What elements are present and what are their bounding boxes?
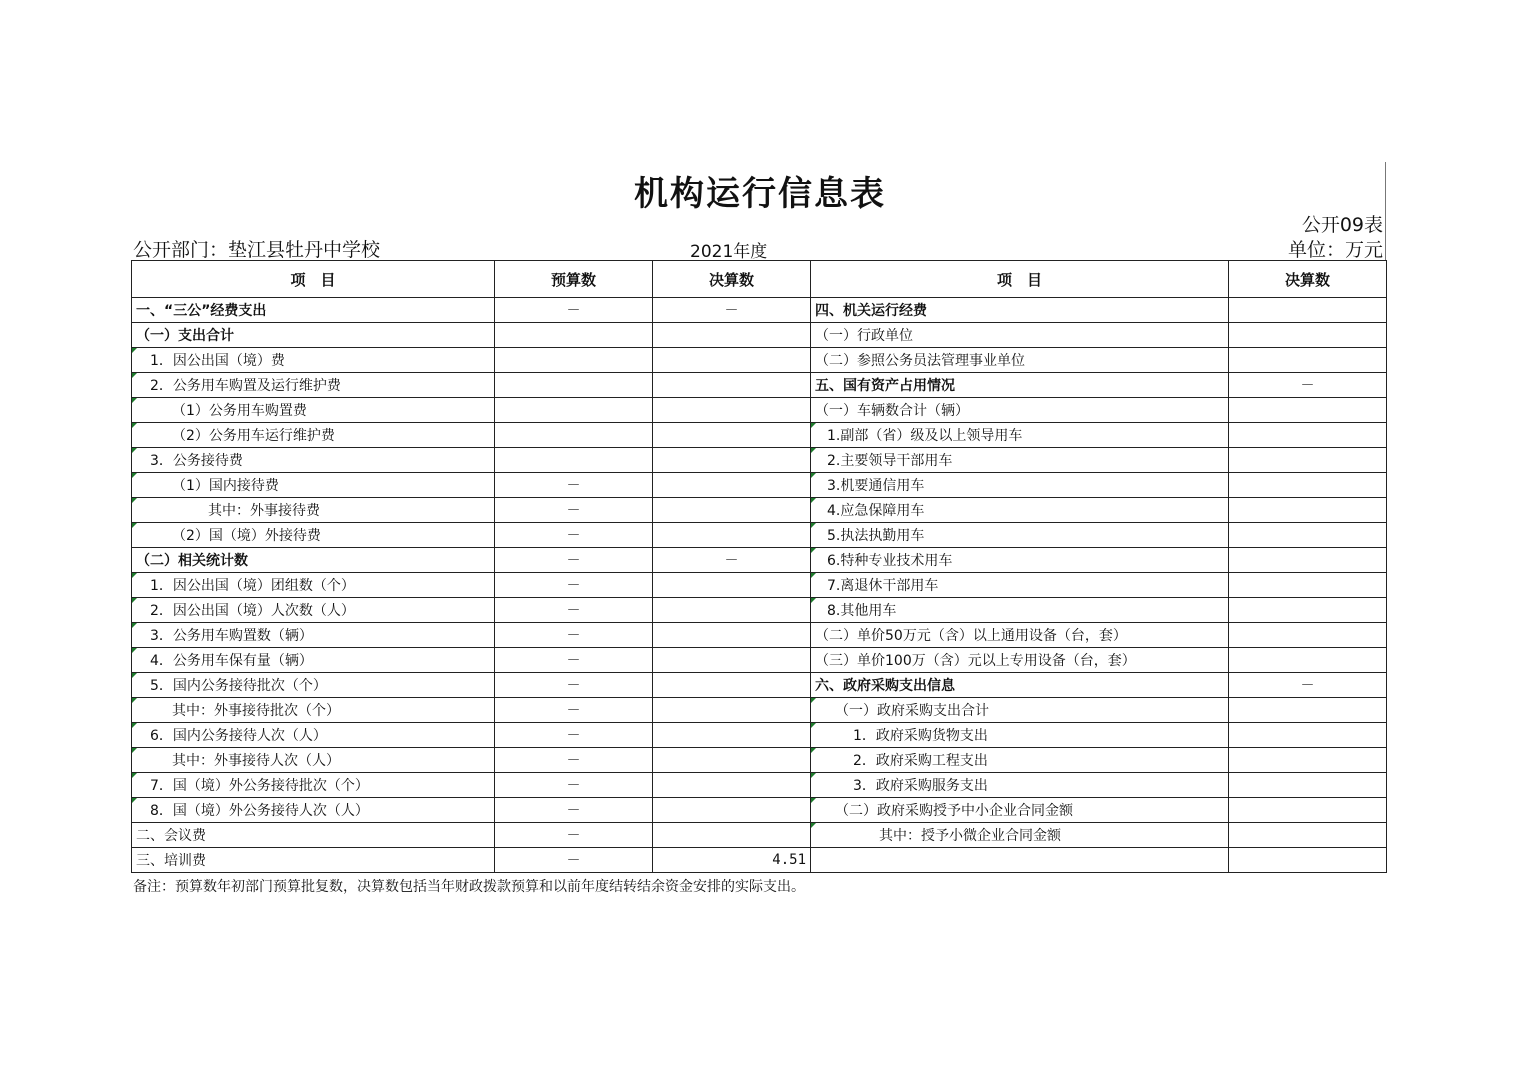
header-budget: 预算数 bbox=[495, 261, 653, 298]
row-final-right bbox=[1229, 423, 1387, 448]
footnote: 备注：预算数年初部门预算批复数，决算数包括当年财政拨款预算和以前年度结转结余资金安排的实际支出。 bbox=[133, 879, 805, 895]
table-row bbox=[132, 748, 1387, 773]
row-final-right bbox=[1229, 748, 1387, 773]
row-item-right: （二）参照公务员法管理事业单位 bbox=[811, 348, 1229, 373]
row-item-left: （一）支出合计 bbox=[132, 323, 495, 348]
row-final-right bbox=[1229, 398, 1387, 423]
row-budget: － bbox=[495, 498, 653, 523]
row-final-left bbox=[653, 373, 811, 398]
row-final-right bbox=[1229, 698, 1387, 723]
header-item-right: 项 目 bbox=[811, 261, 1229, 298]
row-final-right bbox=[1229, 848, 1387, 873]
row-final-left bbox=[653, 673, 811, 698]
row-item-left: 1．因公出国（境）团组数（个） bbox=[132, 573, 495, 598]
page-title: 机构运行信息表 bbox=[634, 174, 886, 214]
row-item-left: 二、会议费 bbox=[132, 823, 495, 848]
row-item-left: 其中：外事接待批次（个） bbox=[132, 698, 495, 723]
row-item-right: （三）单价100万（含）元以上专用设备（台，套） bbox=[811, 648, 1229, 673]
row-final-left bbox=[653, 323, 811, 348]
row-item-left: 2．因公出国（境）人次数（人） bbox=[132, 598, 495, 623]
row-final-left bbox=[653, 748, 811, 773]
table-row bbox=[132, 398, 1387, 423]
row-item-right: 五、国有资产占用情况 bbox=[811, 373, 1229, 398]
row-item-left: 8．国（境）外公务接待人次（人） bbox=[132, 798, 495, 823]
table-row bbox=[132, 473, 1387, 498]
table-row bbox=[132, 598, 1387, 623]
row-budget bbox=[495, 448, 653, 473]
row-budget: － bbox=[495, 798, 653, 823]
row-budget: － bbox=[495, 773, 653, 798]
row-budget bbox=[495, 398, 653, 423]
table-row bbox=[132, 573, 1387, 598]
row-budget bbox=[495, 348, 653, 373]
row-item-left: 6．国内公务接待人次（人） bbox=[132, 723, 495, 748]
row-budget: － bbox=[495, 673, 653, 698]
row-final-right: － bbox=[1229, 673, 1387, 698]
row-item-right: （一）车辆数合计（辆） bbox=[811, 398, 1229, 423]
row-budget: － bbox=[495, 698, 653, 723]
row-item-right: 5.执法执勤用车 bbox=[811, 523, 1229, 548]
row-item-right: （一）政府采购支出合计 bbox=[811, 698, 1229, 723]
row-item-left: （2）国（境）外接待费 bbox=[132, 523, 495, 548]
row-final-left bbox=[653, 798, 811, 823]
table-row bbox=[132, 373, 1387, 398]
row-item-right: 3．政府采购服务支出 bbox=[811, 773, 1229, 798]
row-final-right bbox=[1229, 348, 1387, 373]
row-budget bbox=[495, 373, 653, 398]
row-item-left: （1）公务用车购置费 bbox=[132, 398, 495, 423]
row-item-right bbox=[811, 848, 1229, 873]
row-final-right bbox=[1229, 548, 1387, 573]
row-budget: － bbox=[495, 573, 653, 598]
row-final-right bbox=[1229, 498, 1387, 523]
row-final-left bbox=[653, 473, 811, 498]
row-item-left: 一、“三公”经费支出 bbox=[132, 298, 495, 323]
table-row bbox=[132, 823, 1387, 848]
department-label: 公开部门：垫江县牡丹中学校 bbox=[133, 239, 381, 261]
table-row bbox=[132, 448, 1387, 473]
row-item-left: 其中：外事接待费 bbox=[132, 498, 495, 523]
row-final-right bbox=[1229, 823, 1387, 848]
table-row bbox=[132, 773, 1387, 798]
table-row bbox=[132, 323, 1387, 348]
row-item-left: （1）国内接待费 bbox=[132, 473, 495, 498]
row-item-left: 2．公务用车购置及运行维护费 bbox=[132, 373, 495, 398]
row-item-left: 4．公务用车保有量（辆） bbox=[132, 648, 495, 673]
table-row bbox=[132, 423, 1387, 448]
row-final-right bbox=[1229, 473, 1387, 498]
row-final-right bbox=[1229, 773, 1387, 798]
row-final-right bbox=[1229, 298, 1387, 323]
row-item-left: 三、培训费 bbox=[132, 848, 495, 873]
header-final-right: 决算数 bbox=[1229, 261, 1387, 298]
table-row bbox=[132, 623, 1387, 648]
table-row bbox=[132, 523, 1387, 548]
row-final-left bbox=[653, 348, 811, 373]
row-budget: － bbox=[495, 623, 653, 648]
table-header-row bbox=[132, 261, 1387, 298]
info-table bbox=[131, 260, 1387, 873]
row-budget: － bbox=[495, 523, 653, 548]
row-final-left bbox=[653, 723, 811, 748]
row-item-left: 7．国（境）外公务接待批次（个） bbox=[132, 773, 495, 798]
row-final-right bbox=[1229, 523, 1387, 548]
row-final-left bbox=[653, 523, 811, 548]
row-budget: － bbox=[495, 473, 653, 498]
row-item-right: 2.主要领导干部用车 bbox=[811, 448, 1229, 473]
row-item-right: 1.副部（省）级及以上领导用车 bbox=[811, 423, 1229, 448]
row-item-right: （二）政府采购授予中小企业合同金额 bbox=[811, 798, 1229, 823]
table-row bbox=[132, 548, 1387, 573]
row-item-left: 3．公务接待费 bbox=[132, 448, 495, 473]
row-budget: － bbox=[495, 548, 653, 573]
row-budget bbox=[495, 423, 653, 448]
row-budget: － bbox=[495, 823, 653, 848]
row-item-right: 6.特种专业技术用车 bbox=[811, 548, 1229, 573]
row-final-left bbox=[653, 423, 811, 448]
row-final-left bbox=[653, 573, 811, 598]
row-final-right: － bbox=[1229, 373, 1387, 398]
row-budget: － bbox=[495, 298, 653, 323]
row-budget: － bbox=[495, 748, 653, 773]
row-item-right: 六、政府采购支出信息 bbox=[811, 673, 1229, 698]
row-item-right: 2．政府采购工程支出 bbox=[811, 748, 1229, 773]
row-final-left bbox=[653, 498, 811, 523]
row-final-left bbox=[653, 598, 811, 623]
row-item-right: 8.其他用车 bbox=[811, 598, 1229, 623]
unit-label: 单位：万元 bbox=[1287, 239, 1383, 261]
row-final-right bbox=[1229, 723, 1387, 748]
row-budget: － bbox=[495, 848, 653, 873]
row-final-left bbox=[653, 623, 811, 648]
row-item-right: （二）单价50万元（含）以上通用设备（台，套） bbox=[811, 623, 1229, 648]
row-item-right: （一）行政单位 bbox=[811, 323, 1229, 348]
row-item-left: （2）公务用车运行维护费 bbox=[132, 423, 495, 448]
table-row bbox=[132, 298, 1387, 323]
row-item-left: 3．公务用车购置数（辆） bbox=[132, 623, 495, 648]
header-item-left: 项 目 bbox=[132, 261, 495, 298]
row-final-left bbox=[653, 698, 811, 723]
row-budget: － bbox=[495, 723, 653, 748]
table-row bbox=[132, 698, 1387, 723]
row-item-left: 其中：外事接待人次（人） bbox=[132, 748, 495, 773]
row-final-right bbox=[1229, 323, 1387, 348]
table-row bbox=[132, 498, 1387, 523]
row-item-right: 1．政府采购货物支出 bbox=[811, 723, 1229, 748]
row-final-left bbox=[653, 773, 811, 798]
row-final-left bbox=[653, 448, 811, 473]
row-item-right: 四、机关运行经费 bbox=[811, 298, 1229, 323]
row-budget: － bbox=[495, 648, 653, 673]
row-budget: － bbox=[495, 598, 653, 623]
row-final-left bbox=[653, 398, 811, 423]
row-final-left: － bbox=[653, 548, 811, 573]
year-label: 2021年度 bbox=[690, 242, 768, 262]
row-final-right bbox=[1229, 598, 1387, 623]
row-final-left: － bbox=[653, 298, 811, 323]
row-final-right bbox=[1229, 573, 1387, 598]
row-final-right bbox=[1229, 798, 1387, 823]
row-item-right: 其中：授予小微企业合同金额 bbox=[811, 823, 1229, 848]
row-final-right bbox=[1229, 648, 1387, 673]
row-item-left: 1．因公出国（境）费 bbox=[132, 348, 495, 373]
row-item-left: 5．国内公务接待批次（个） bbox=[132, 673, 495, 698]
row-item-right: 3.机要通信用车 bbox=[811, 473, 1229, 498]
table-row bbox=[132, 723, 1387, 748]
row-item-right: 7.离退休干部用车 bbox=[811, 573, 1229, 598]
row-final-left bbox=[653, 648, 811, 673]
row-budget bbox=[495, 323, 653, 348]
table-row bbox=[132, 648, 1387, 673]
row-final-left bbox=[653, 823, 811, 848]
row-item-left: （二）相关统计数 bbox=[132, 548, 495, 573]
row-final-right bbox=[1229, 448, 1387, 473]
table-row bbox=[132, 673, 1387, 698]
table-row bbox=[132, 848, 1387, 873]
table-row bbox=[132, 798, 1387, 823]
row-final-right bbox=[1229, 623, 1387, 648]
table-row bbox=[132, 348, 1387, 373]
row-final-left: 4.51 bbox=[653, 848, 811, 873]
form-number: 公开09表 bbox=[1301, 214, 1383, 236]
header-final-left: 决算数 bbox=[653, 261, 811, 298]
table-body bbox=[132, 298, 1387, 873]
row-item-right: 4.应急保障用车 bbox=[811, 498, 1229, 523]
